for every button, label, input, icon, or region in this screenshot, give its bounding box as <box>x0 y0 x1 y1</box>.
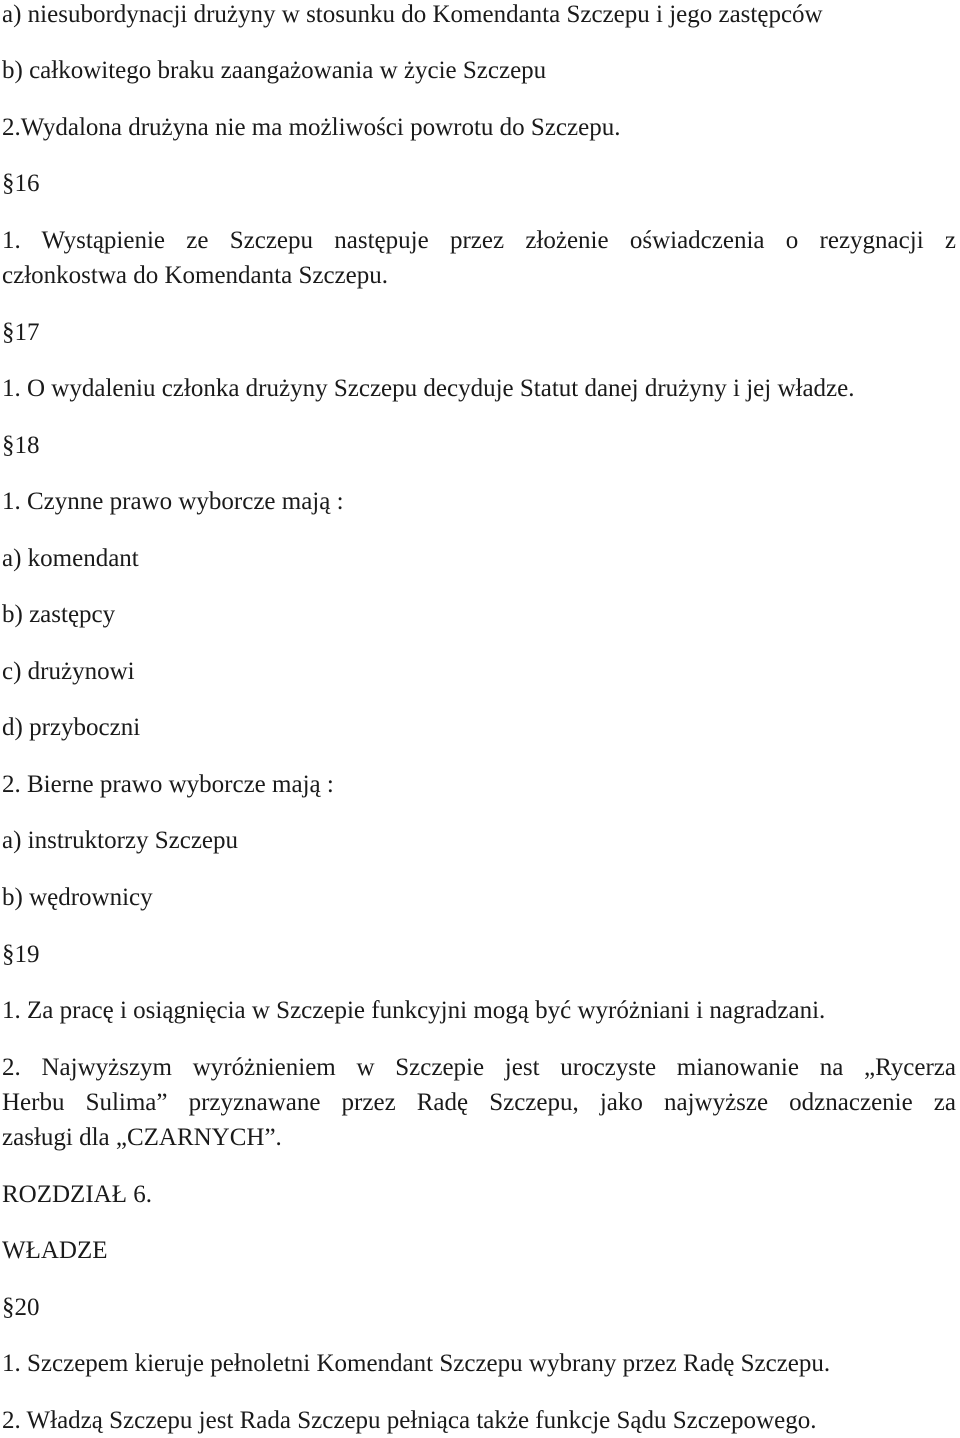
section-heading: §18 <box>2 432 40 459</box>
text-line: 1. Wystąpienie ze Szczepu następuje przez złożenie oświadczenia o rezygnacji z <box>2 227 956 254</box>
chapter-title: WŁADZE <box>2 1237 108 1264</box>
section-heading: §20 <box>2 1294 40 1321</box>
text-line: a) niesubordynacji drużyny w stosunku do Komendanta Szczepu i jego zastępców <box>2 1 823 28</box>
section-heading: §16 <box>2 170 40 197</box>
text-line: c) drużynowi <box>2 658 135 685</box>
chapter-heading: ROZDZIAŁ 6. <box>2 1181 152 1208</box>
text-line: 1. Za pracę i osiągnięcia w Szczepie funkcyjni mogą być wyróżniani i nagradzani. <box>2 997 826 1024</box>
text-line: 2. Władzą Szczepu jest Rada Szczepu pełniąca także funkcje Sądu Szczepowego. <box>2 1407 817 1434</box>
text-line: 2. Najwyższym wyróżnieniem w Szczepie jest uroczyste mianowanie na „Rycerza <box>2 1054 956 1081</box>
text-line: członkostwa do Komendanta Szczepu. <box>2 262 388 289</box>
text-line: b) wędrownicy <box>2 884 153 911</box>
text-line: b) całkowitego braku zaangażowania w życie Szczepu <box>2 57 547 84</box>
text-line: a) instruktorzy Szczepu <box>2 827 239 854</box>
section-heading: §17 <box>2 319 40 346</box>
text-line: b) zastępcy <box>2 601 116 628</box>
text-line: 1. Czynne prawo wyborcze mają : <box>2 488 344 515</box>
text-line: Herbu Sulima” przyznawane przez Radę Szczepu, jako najwyższe odznaczenie za <box>2 1089 956 1116</box>
text-line: 2. Bierne prawo wyborcze mają : <box>2 771 334 798</box>
section-heading: §19 <box>2 941 40 968</box>
text-line: 2.Wydalona drużyna nie ma możliwości powrotu do Szczepu. <box>2 114 621 141</box>
text-line: zasługi dla „CZARNYCH”. <box>2 1124 282 1151</box>
text-line: a) komendant <box>2 545 139 572</box>
text-line: 1. Szczepem kieruje pełnoletni Komendant Szczepu wybrany przez Radę Szczepu. <box>2 1350 831 1377</box>
text-line: d) przyboczni <box>2 714 141 741</box>
text-line: 1. O wydaleniu członka drużyny Szczepu decyduje Statut danej drużyny i jej władze. <box>2 375 855 402</box>
